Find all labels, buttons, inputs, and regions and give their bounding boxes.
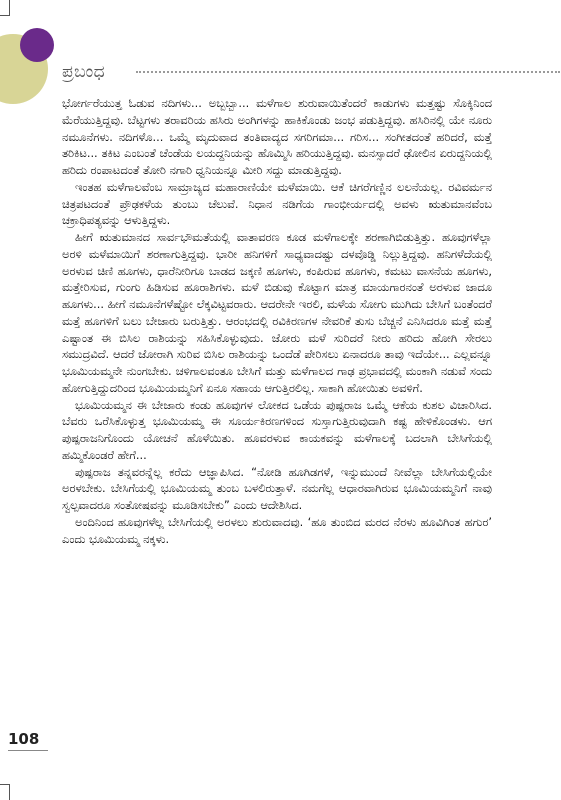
paragraph: ಪುಷ್ಪರಾಜ ತನ್ನವರನ್ನೆಲ್ಲ ಕರೆದು ಆಜ್ಞಾಪಿಸಿದ. “ನೋಡಿ ಹೂಗಿಡಗಳೆ, ಇನ್ನುಮುಂದೆ ನೀವೆಲ್ಲಾ ಬೇಸಿಗೆಯಲ್ಲಿಯೇ ಅರಳಬೇಕು. ಬೇಸಿಗೆಯಲ್ಲಿ ಭೂಮಿಯಮ್ಮ ತುಂಬ ಬಳಲಿರುತ್ತಾಳೆ. ನಮಗೆಲ್ಲ ಆಧಾರವಾಗಿರುವ ಭೂಮಿಯಮ್ಮನಿಗೆ ನಾವು ಸ್ವಲ್ಪವಾದರೂ ಸಂತೋಷವನ್ನು ಮೂಡಿಸಬೇಕು” ಎಂದು ಆದೇಶಿಸಿದ.: [62, 464, 492, 512]
paragraph: ಅಂದಿನಿಂದ ಹೂವುಗಳೆಲ್ಲ ಬೇಸಿಗೆಯಲ್ಲಿ ಅರಳಲು ಶುರುವಾದವು. ‘ಹೂ ತುಂಬಿದ ಮರದ ನೆರಳು ಹೂವಿಗಿಂತ ಹಗುರ’ ಎಂದು ಭೂಮಿಯಮ್ಮ ನಕ್ಕಳು.: [62, 514, 492, 546]
page-number-rule: [8, 750, 48, 751]
crop-mark-top-vertical: [9, 0, 10, 16]
page-number: 108: [8, 730, 40, 748]
header-dotted-rule: [136, 71, 560, 73]
paragraph: ಇಂತಹ ಮಳೆಗಾಲವೆಂಬ ಸಾಮ್ರಾಜ್ಯದ ಮಹಾರಾಣಿಯೇ ಮಳೆಮಾಯಿ. ಆಕೆ ಚಿಗರೆಗಣ್ಣಿನ ಲಲನೆಯಲ್ಲ. ರವಿವರ್ಮನ ಚಿತ್ರಪಟದಂತೆ ಪ್ರೌಢಕಳೆಯ ತುಂಬು ಚೆಲುವೆ. ನಿಧಾನ ನಡಿಗೆಯ ಗಾಂಭೀರ್ಯದಲ್ಲಿ ಅವಳು ಋತುಮಾನವೆಂಬ ಚಕ್ರಾಧಿಪತ್ಯವನ್ನು ಆಳುತ್ತಿದ್ದಳು.: [62, 179, 492, 228]
crop-mark-top-horizontal: [0, 15, 10, 16]
essay-body: [62, 95, 492, 547]
crop-mark-bottom-vertical: [9, 784, 10, 800]
crop-mark-bottom-horizontal: [0, 784, 10, 785]
section-title: ಪ್ರಬಂಧ: [62, 62, 106, 82]
paragraph: ಭೋರ್ಗರೆಯುತ್ತ ಓಡುವ ನದಿಗಳು... ಅಬ್ಬಬ್ಬಾ... ಮಳೆಗಾಲ ಶುರುವಾಯಿತೆಂದರೆ ಕಾಡುಗಳು ಮತ್ತಷ್ಟು ಸೊಕ್ಕಿನಿಂದ ಮೆರೆಯುತ್ತಿದ್ದವು. ಬೆಟ್ಟಗಳು ತರಾವರಿಯ ಹಸಿರು ಅಂಗಿಗಳನ್ನು ಹಾಕಿಕೊಂಡು ಜಂಭ ಪಡುತ್ತಿದ್ದವು. ಹಸಿರಿನಲ್ಲಿ ಯೇ ನೂರು ನಮೂನೆಗಳು. ನದಿಗಳೊ... ಒಮ್ಮೆ ಮೃದುವಾದ ತಂತಿವಾದ್ಯದ ಸಗರಿಗಮಾ... ಗರಿಸ... ಸಂಗೀತದಂತೆ ಹರಿದರೆ, ಮತ್ತೆ ತರಿಕಿಟ... ತಕಿಟ ಎಂಬಂತೆ ಚೆಂಡೆಯ ಲಯದ್ದನಿಯನ್ನು ಹೊಮ್ಮಿಸಿ ಹರಿಯುತ್ತಿದ್ದವು. ಮನಸ್ಸಾದರೆ ಢೋಲಿನ ಏರುದ್ದನಿಯಲ್ಲಿ ಹರಿದು ರಂಪಾಟದಂತೆ ತೋರಿ ನಗಾರಿ ಧ್ವನಿಯನ್ನೂ ಮೀರಿ ಸದ್ದು ಮಾಡುತ್ತಿದ್ದವು.: [62, 96, 492, 177]
decorative-purple-circle: [20, 28, 54, 62]
paragraph: ಹೀಗೆ ಋತುಮಾನದ ಸಾರ್ವಭೌಮತೆಯಲ್ಲಿ ವಾತಾವರಣ ಕೂಡ ಮಳೆಗಾಲಕ್ಕೇ ಶರಣಾಗಿಬಿಡುತ್ತಿತ್ತು. ಹೂವುಗಳೆಲ್ಲಾ ಅರಳಿ ಮಳೆಮಾಯಿಗೆ ಶರಣಾಗುತ್ತಿದ್ದವು. ಭಾರೀ ಹನಿಗಳಿಗೆ ಸಾಧ್ಯವಾದಷ್ಟು ದಳವೊಡ್ಡಿ ನಿಲ್ಲುತ್ತಿದ್ದವು. ಹನಿಗಳೆದೆಯಲ್ಲಿ ಅರಳುವ ಚಿಣಿ ಹೂಗಳು, ಧಾರೆನೀರಿಗೂ ಬಾಡದ ಜಕ್ಕಣಿ ಹೂಗಳು, ಕಂಪಿರುವ ಹೂಗಳು, ಕಮಟು ವಾಸನೆಯ ಹೂಗಳು, ಮತ್ತೇರಿಸುವ, ಗುಂಗು ಹಿಡಿಸುವ ಹೂರಾಶಿಗಳು. ಮಳೆ ಬಿಡುವು ಕೊಟ್ಟಾಗ ಮಾತ್ರ ಮಾಯಗಾರನಂತೆ ಅರಳುವ ಜಾದೂ ಹೂಗಳು... ಹೀಗೆ ನಮೂನೆಗಳೆಷ್ಟೋ ಲೆಕ್ಕವಿಟ್ಟವರಾರು. ಆದರೇನೇ ಇರಲಿ, ಮಳೆಯ ಸೋಗು ಮುಗಿದು ಬೇಸಿಗೆ ಬಂತೆಂದರೆ ಮತ್ತೆ ಹೂಗಳಿಗೆ ಬಲು ಬೇಜಾರು ಬರುತ್ತಿತ್ತು. ಆರಂಭದಲ್ಲಿ ರವಿಕಿರಣಗಳ ನೇವರಿಕೆ ತುಸು ಬೆಚ್ಚನೆ ಎನಿಸಿದರೂ ಮತ್ತೆ ಮತ್ತೆ ಎಷ್ಟಾಂತ ಈ ಬಿಸಿಲ ರಾಶಿಯನ್ನು ಸಹಿಸಿಕೊಳ್ಳುವುದು. ಜೋರು ಮಳೆ ಸುರಿದರೆ ನೀರು ಹರಿದು ಹೋಗಿ ಸೇರಲು ಸಮುದ್ರವಿದೆ. ಆದರೆ ಜೋರಾಗಿ ಸುರಿವ ಬಿಸಿಲ ರಾಶಿಯನ್ನು ಒಂದೆಡೆ ಪೇರಿಸಲು ಏನಾದರೂ ತಾವು ಇದೆಯೇ... ಎಲ್ಲವನ್ನೂ ಭೂಮಿಯಮ್ಮನೇ ನುಂಗಬೇಕು. ಚಳಿಗಾಲವಂತೂ ಬೇಸಿಗೆ ಮತ್ತು ಮಳೆಗಾಲದ ಗಾಢ ಪ್ರಭಾವದಲ್ಲಿ ಮಂಕಾಗಿ ನಡುವೆ ಸಂದು ಹೋಗುತ್ತಿದ್ದುದರಿಂದ ಭೂಮಿಯಮ್ಮನಿಗೆ ಏನೂ ಸಹಾಯ ಆಗುತ್ತಿರಲಿಲ್ಲ. ಸಾಕಾಗಿ ಹೋಯಿತು ಅವಳಿಗೆ.: [62, 230, 492, 395]
paragraph: ಭೂಮಿಯಮ್ಮನ ಈ ಬೇಜಾರು ಕಂಡು ಹೂವುಗಳ ಲೋಕದ ಒಡೆಯ ಪುಷ್ಪರಾಜ ಒಮ್ಮೆ ಆಕೆಯ ಕುಶಲ ವಿಚಾರಿಸಿದ. ಬೆವರು ಒರೆಸಿಕೊಳ್ಳುತ್ತ ಭೂಮಿಯಮ್ಮ ಈ ಸೂರ್ಯಕಿರಣಗಳಿಂದ ಸುಸ್ತಾಗುತ್ತಿರುವುದಾಗಿ ಕಷ್ಟ ಹೇಳಿಕೊಂಡಳು. ಆಗ ಪುಷ್ಪರಾಜನಿಗೊಂದು ಯೋಚನೆ ಹೊಳೆಯಿತು. ಹೂವರಳುವ ಕಾಯಕವನ್ನು ಮಳೆಗಾಲಕ್ಕೆ ಬದಲಾಗಿ ಬೇಸಿಗೆಯಲ್ಲಿ ಹಮ್ಮಿಕೊಂಡರೆ ಹೇಗೆ...: [62, 397, 492, 462]
